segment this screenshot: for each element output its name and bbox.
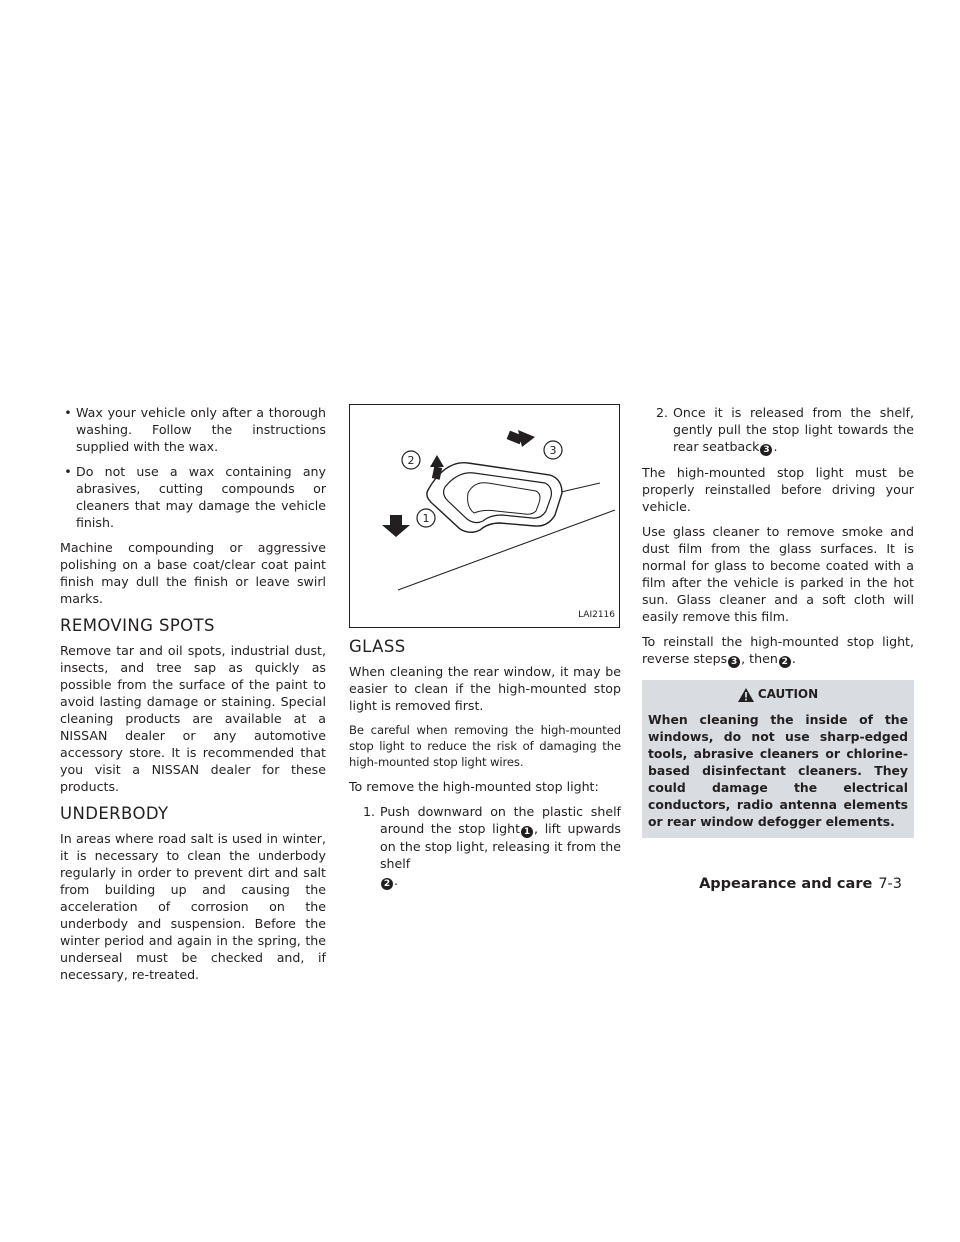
paragraph: In areas where road salt is used in winter, it is necessary to clean the underbody regularly in order to prevent dirt and salt from building up and causing the acceleration of corrosion on the underbody and suspension. Before the winter period and again in the spring, the underseal must be checked and, if necessary, re-treated.	[60, 831, 326, 982]
paragraph: Machine compounding or aggressive polishing on a base coat/clear coat paint finish may dull the finish or leave swirl marks.	[60, 540, 326, 606]
list-item	[60, 404, 326, 455]
step-text: Push downward on the plastic shelf around the stop light 1 , lift upwards on the stop light, releasing it from the shelf 2 .	[380, 804, 621, 889]
list-item	[60, 463, 326, 531]
number-3-icon: 3	[728, 656, 740, 668]
paragraph: Remove tar and oil spots, industrial dust, insects, and tree sap as quickly as possible from the surface of the paint to avoid lasting damage or staining. Special cleaning products are available at a NISSAN dealer or any automotive accessory store. It is recommended that you visit a NISSAN dealer for these products.	[60, 643, 326, 794]
paragraph: Be careful when removing the high-mounted stop light to reduce the risk of damaging the high-mounted stop light wires.	[349, 723, 621, 769]
stop-light-illustration	[350, 405, 620, 627]
callout-label: 2	[407, 454, 415, 467]
right-column	[642, 404, 914, 838]
number-3-icon: 3	[760, 444, 772, 456]
section-name: Appearance and care	[699, 876, 873, 892]
paragraph: To reinstall the high-mounted stop light, reverse steps 3 , then 2 .	[642, 634, 914, 667]
left-column	[60, 404, 326, 991]
section-heading: GLASS	[349, 637, 406, 656]
middle-column	[349, 404, 621, 898]
paragraph: Use glass cleaner to remove smoke and dust film from the glass surfaces. It is normal for glass to become coated with a film after the vehicle is parked in the hot sun. Glass cleaner and a soft cloth will easily remove this film.	[642, 524, 914, 624]
page-footer	[699, 876, 902, 892]
step-text: Once it is released from the shelf, gently pull the stop light towards the rear seatback 3 .	[673, 405, 914, 455]
bullet-text: Do not use a wax containing any abrasives, cutting compounds or cleaners that may damage the vehicle finish.	[76, 464, 326, 530]
paragraph: When cleaning the rear window, it may be easier to clean if the high-mounted stop light is removed first.	[349, 664, 621, 713]
warning-icon	[738, 688, 754, 702]
arrow-up-icon	[430, 455, 444, 467]
number-2-icon: 2	[779, 656, 791, 668]
list-item	[642, 404, 914, 456]
figure-code: LAI2116	[578, 610, 615, 620]
caution-text: When cleaning the inside of the windows, do not use sharp-edged tools, abrasive cleaners or chlorine-based disinfectant cleaners. They could damage the electrical conductors, radio antenna elements or rear window defogger elements.	[648, 712, 908, 829]
bullet-dot: •	[64, 464, 72, 479]
caution-title: CAUTION	[757, 687, 819, 701]
paragraph: To remove the high-mounted stop light:	[349, 779, 599, 794]
step-number: 1.	[362, 804, 375, 819]
callout-label: 1	[422, 512, 430, 525]
page-number: 7-3	[878, 876, 902, 892]
section-heading: REMOVING SPOTS	[60, 616, 215, 635]
caution-header	[648, 686, 908, 703]
stop-light-figure	[349, 404, 620, 628]
bullet-dot: •	[64, 405, 72, 420]
number-1-icon: 1	[521, 826, 533, 838]
section-heading: UNDERBODY	[60, 804, 169, 823]
callout-label: 3	[549, 444, 557, 457]
bullet-text: Wax your vehicle only after a thorough washing. Follow the instructions supplied with the wax.	[76, 405, 326, 454]
number-2-icon: 2	[381, 878, 393, 890]
caution-box	[642, 680, 914, 838]
step-number: 2.	[655, 405, 668, 420]
list-item	[349, 803, 621, 890]
arrow-down-icon	[382, 515, 410, 537]
paragraph: The high-mounted stop light must be properly reinstalled before driving your vehicle.	[642, 465, 914, 514]
